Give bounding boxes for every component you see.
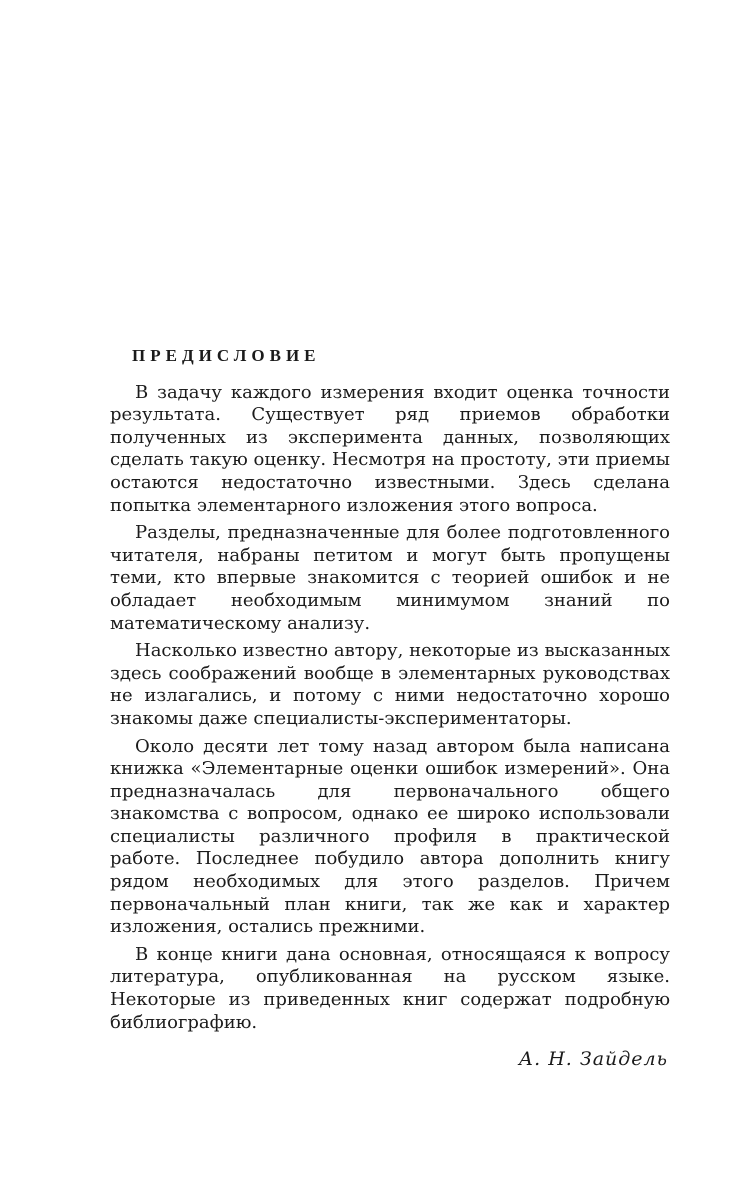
paragraph-5: В конце книги дана основная, относящаяся к вопросу литература, опубликованная на русском языке. Некоторые из приведенных книг содержат подробную библиографию.	[110, 943, 670, 1033]
paragraph-4: Около десяти лет тому назад автором была написана книжка «Элементарные оценки ошибок измерений». Она предназначалась для первоначального общего знакомства с вопросом, однако ее широко использовали специалисты различного профиля в практической работе. Последнее побудило автора дополнить книгу рядом необходимых для этого разделов. Причем первоначальный план книги, так же как и характер изложения, остались прежними.	[110, 735, 670, 938]
preface-heading: ПРЕДИСЛОВИЕ	[132, 346, 321, 365]
author-signature: А. Н. Зайдель	[518, 1048, 668, 1071]
preface-page	[110, 345, 670, 1071]
paragraph-1: В задачу каждого измерения входит оценка точности результата. Существует ряд приемов обработки полученных из эксперимента данных, позволяющих сделать такую оценку. Несмотря на простоту, эти приемы остаются недостаточно известными. Здесь сделана попытка элементарного изложения этого вопроса.	[110, 381, 670, 516]
paragraph-2: Разделы, предназначенные для более подготовленного читателя, набраны петитом и могут быть пропущены теми, кто впервые знакомится с теорией ошибок и не обладает необходимым минимумом знаний по математическому анализу.	[110, 522, 670, 634]
paragraph-3: Насколько известно автору, некоторые из высказанных здесь соображений вообще в элементарных руководствах не излагались, и потому с ними недостаточно хорошо знакомы даже специалисты-экспериментаторы.	[110, 640, 670, 729]
